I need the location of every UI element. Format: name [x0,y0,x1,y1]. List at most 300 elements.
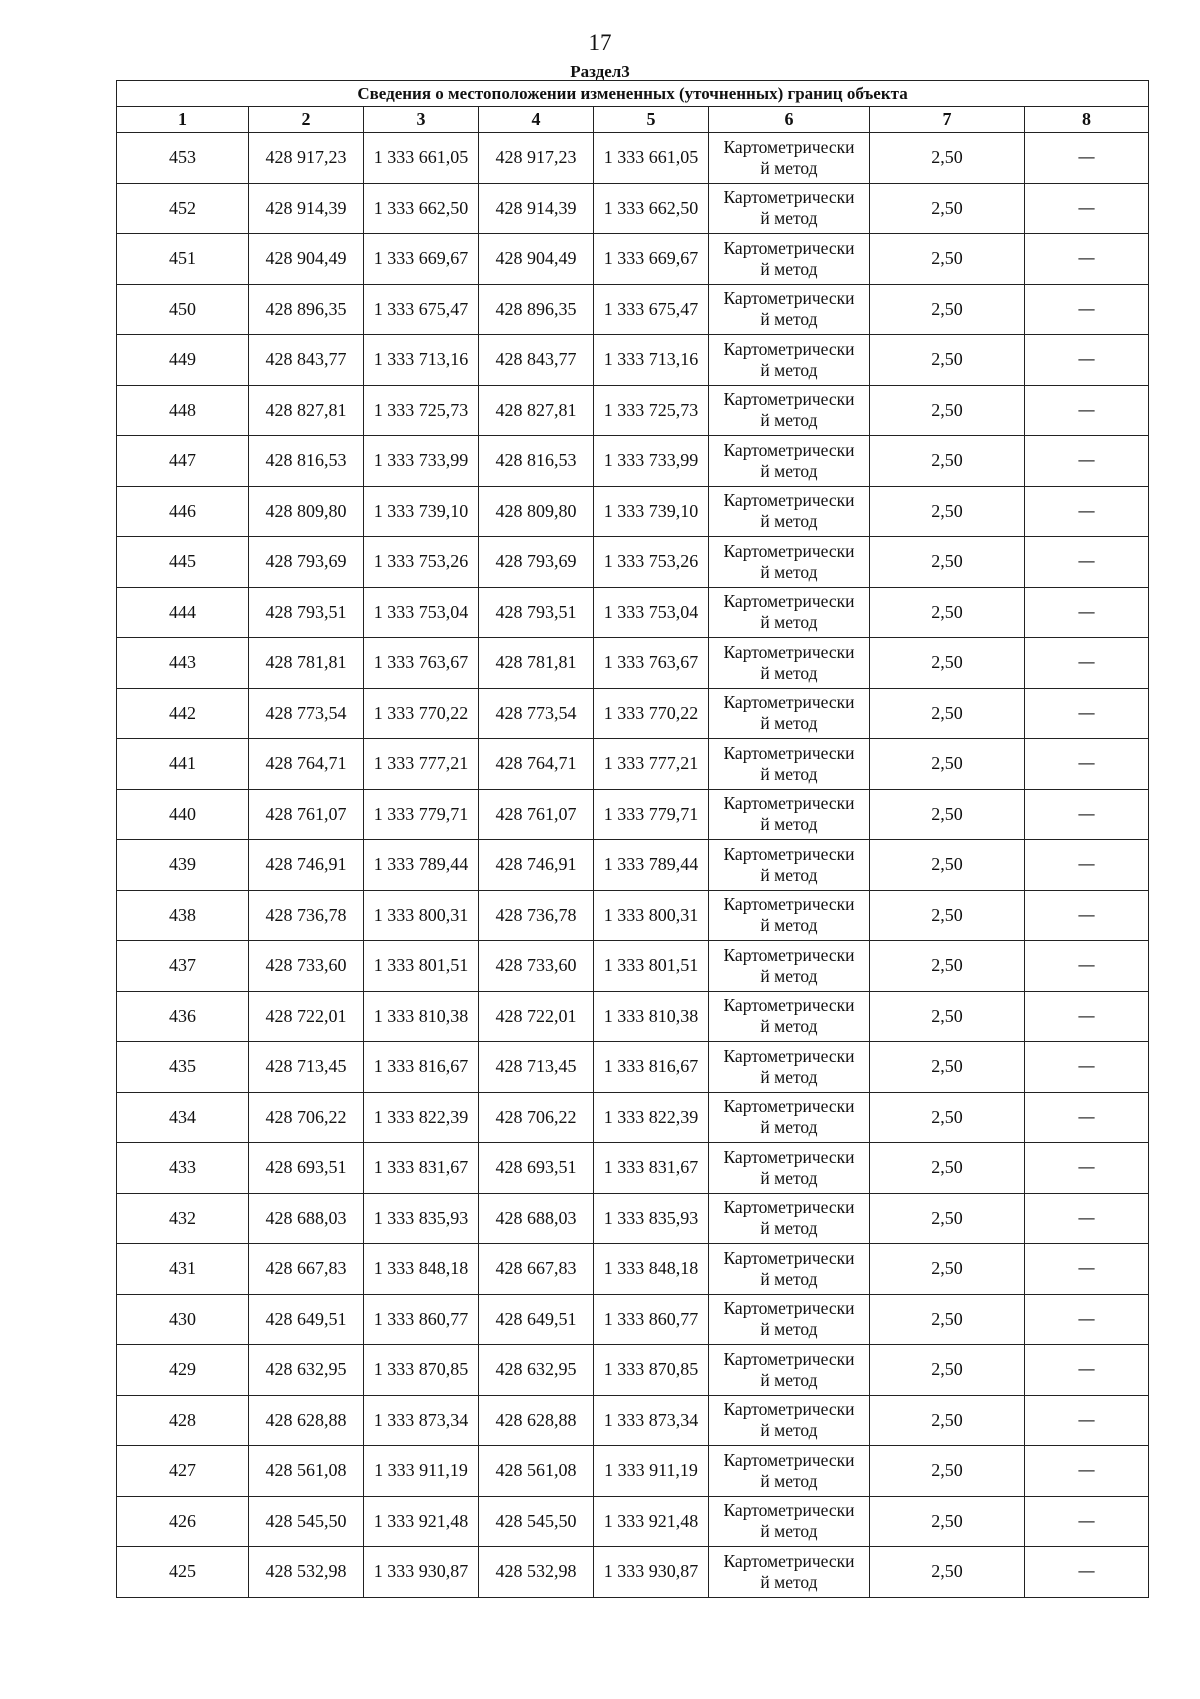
method-text-line: Картометрически [723,439,855,460]
x-coordinate-cell: 428 809,80 [249,486,364,537]
accuracy-cell: 2,50 [870,183,1025,234]
description-cell: — [1025,234,1149,285]
x-coordinate-new-cell: 428 722,01 [479,991,594,1042]
x-coordinate-cell: 428 628,88 [249,1395,364,1446]
method-text-line: Картометрически [723,389,855,410]
y-coordinate-cell: 1 333 739,10 [364,486,479,537]
table-row [117,1193,1149,1244]
method-text-line: й метод [760,814,818,835]
method-cell [709,1193,870,1244]
method-text-line: Картометрически [723,338,855,359]
accuracy-cell: 2,50 [870,133,1025,184]
description-cell: — [1025,537,1149,588]
table-row [117,840,1149,891]
column-header-5: 5 [594,107,709,133]
point-number-cell: 438 [117,890,249,941]
x-coordinate-cell: 428 773,54 [249,688,364,739]
method-text-line: Картометрически [723,1197,855,1218]
x-coordinate-new-cell: 428 843,77 [479,335,594,386]
accuracy-cell: 2,50 [870,587,1025,638]
description-cell: — [1025,183,1149,234]
description-cell: — [1025,1143,1149,1194]
method-cell [709,1143,870,1194]
x-coordinate-cell: 428 713,45 [249,1042,364,1093]
point-number-cell: 440 [117,789,249,840]
x-coordinate-cell: 428 688,03 [249,1193,364,1244]
y-coordinate-new-cell: 1 333 733,99 [594,436,709,487]
column-header-4: 4 [479,107,594,133]
method-text-line: й метод [760,864,818,885]
method-text-line: Картометрически [723,490,855,511]
accuracy-cell: 2,50 [870,1193,1025,1244]
method-text-line: Картометрически [723,1146,855,1167]
method-text-line: Картометрически [723,136,855,157]
table-row [117,1042,1149,1093]
y-coordinate-cell: 1 333 662,50 [364,183,479,234]
table-row [117,638,1149,689]
table-row [117,789,1149,840]
x-coordinate-new-cell: 428 904,49 [479,234,594,285]
x-coordinate-cell: 428 736,78 [249,890,364,941]
method-text-line: й метод [760,309,818,330]
x-coordinate-new-cell: 428 693,51 [479,1143,594,1194]
description-cell: — [1025,1193,1149,1244]
y-coordinate-cell: 1 333 848,18 [364,1244,479,1295]
y-coordinate-cell: 1 333 661,05 [364,133,479,184]
point-number-cell: 428 [117,1395,249,1446]
method-text-line: Картометрически [723,1247,855,1268]
point-number-cell: 430 [117,1294,249,1345]
point-number-cell: 453 [117,133,249,184]
accuracy-cell: 2,50 [870,1143,1025,1194]
description-cell: — [1025,486,1149,537]
x-coordinate-new-cell: 428 761,07 [479,789,594,840]
method-cell [709,133,870,184]
y-coordinate-new-cell: 1 333 848,18 [594,1244,709,1295]
method-text-line: Картометрически [723,793,855,814]
y-coordinate-cell: 1 333 860,77 [364,1294,479,1345]
point-number-cell: 451 [117,234,249,285]
method-cell [709,1244,870,1295]
method-text-line: Картометрически [723,1449,855,1470]
method-text-line: й метод [760,208,818,229]
method-text-line: й метод [760,1470,818,1491]
y-coordinate-new-cell: 1 333 789,44 [594,840,709,891]
method-cell [709,638,870,689]
method-cell [709,587,870,638]
x-coordinate-new-cell: 428 532,98 [479,1547,594,1598]
x-coordinate-cell: 428 561,08 [249,1446,364,1497]
accuracy-cell: 2,50 [870,486,1025,537]
point-number-cell: 431 [117,1244,249,1295]
method-text-line: й метод [760,410,818,431]
method-cell [709,234,870,285]
x-coordinate-cell: 428 843,77 [249,335,364,386]
x-coordinate-cell: 428 904,49 [249,234,364,285]
point-number-cell: 443 [117,638,249,689]
method-cell [709,1345,870,1396]
method-text-line: й метод [760,965,818,986]
x-coordinate-cell: 428 722,01 [249,991,364,1042]
table-row [117,1092,1149,1143]
method-cell [709,991,870,1042]
accuracy-cell: 2,50 [870,234,1025,285]
method-cell [709,436,870,487]
y-coordinate-new-cell: 1 333 779,71 [594,789,709,840]
method-text-line: й метод [760,612,818,633]
y-coordinate-cell: 1 333 669,67 [364,234,479,285]
table-row [117,1244,1149,1295]
description-cell: — [1025,941,1149,992]
description-cell: — [1025,1345,1149,1396]
y-coordinate-new-cell: 1 333 662,50 [594,183,709,234]
y-coordinate-new-cell: 1 333 661,05 [594,133,709,184]
y-coordinate-new-cell: 1 333 725,73 [594,385,709,436]
accuracy-cell: 2,50 [870,1496,1025,1547]
y-coordinate-cell: 1 333 789,44 [364,840,479,891]
description-cell: — [1025,1244,1149,1295]
table-row [117,436,1149,487]
method-cell [709,1092,870,1143]
x-coordinate-cell: 428 667,83 [249,1244,364,1295]
accuracy-cell: 2,50 [870,941,1025,992]
page-number: 17 [588,30,612,55]
description-cell: — [1025,1042,1149,1093]
x-coordinate-cell: 428 532,98 [249,1547,364,1598]
table-row [117,1547,1149,1598]
y-coordinate-cell: 1 333 770,22 [364,688,479,739]
method-text-line: й метод [760,763,818,784]
x-coordinate-cell: 428 649,51 [249,1294,364,1345]
y-coordinate-new-cell: 1 333 921,48 [594,1496,709,1547]
method-cell [709,1395,870,1446]
accuracy-cell: 2,50 [870,890,1025,941]
y-coordinate-new-cell: 1 333 810,38 [594,991,709,1042]
description-cell: — [1025,789,1149,840]
method-cell [709,789,870,840]
method-text-line: Картометрически [723,540,855,561]
method-text-line: й метод [760,1016,818,1037]
y-coordinate-cell: 1 333 725,73 [364,385,479,436]
method-cell [709,688,870,739]
y-coordinate-new-cell: 1 333 669,67 [594,234,709,285]
y-coordinate-new-cell: 1 333 930,87 [594,1547,709,1598]
x-coordinate-cell: 428 706,22 [249,1092,364,1143]
section-title: Раздел3 [570,62,630,81]
table-row [117,385,1149,436]
x-coordinate-new-cell: 428 793,69 [479,537,594,588]
point-number-cell: 452 [117,183,249,234]
description-cell: — [1025,385,1149,436]
accuracy-cell: 2,50 [870,1294,1025,1345]
column-header-7: 7 [870,107,1025,133]
point-number-cell: 434 [117,1092,249,1143]
method-text-line: й метод [760,511,818,532]
x-coordinate-new-cell: 428 809,80 [479,486,594,537]
method-cell [709,941,870,992]
method-text-line: Картометрически [723,187,855,208]
y-coordinate-cell: 1 333 930,87 [364,1547,479,1598]
x-coordinate-cell: 428 632,95 [249,1345,364,1396]
point-number-cell: 448 [117,385,249,436]
point-number-cell: 436 [117,991,249,1042]
method-cell [709,385,870,436]
description-cell: — [1025,335,1149,386]
x-coordinate-cell: 428 816,53 [249,436,364,487]
table-row [117,1345,1149,1396]
method-cell [709,284,870,335]
method-text-line: й метод [760,1167,818,1188]
method-text-line: Картометрически [723,641,855,662]
x-coordinate-new-cell: 428 733,60 [479,941,594,992]
x-coordinate-new-cell: 428 561,08 [479,1446,594,1497]
method-text-line: й метод [760,1066,818,1087]
x-coordinate-cell: 428 733,60 [249,941,364,992]
accuracy-cell: 2,50 [870,1244,1025,1295]
y-coordinate-cell: 1 333 753,04 [364,587,479,638]
method-cell [709,1547,870,1598]
method-text-line: Картометрически [723,1045,855,1066]
method-cell [709,335,870,386]
method-cell [709,1496,870,1547]
accuracy-cell: 2,50 [870,1042,1025,1093]
boundary-coordinates-table [116,80,1149,1598]
y-coordinate-new-cell: 1 333 763,67 [594,638,709,689]
y-coordinate-new-cell: 1 333 753,26 [594,537,709,588]
column-header-row [117,107,1149,133]
point-number-cell: 441 [117,739,249,790]
y-coordinate-new-cell: 1 333 675,47 [594,284,709,335]
description-cell: — [1025,587,1149,638]
method-text-line: Картометрически [723,1348,855,1369]
accuracy-cell: 2,50 [870,284,1025,335]
table-row [117,1294,1149,1345]
table-row [117,537,1149,588]
x-coordinate-cell: 428 761,07 [249,789,364,840]
y-coordinate-cell: 1 333 713,16 [364,335,479,386]
method-text-line: Картометрически [723,591,855,612]
method-text-line: й метод [760,1521,818,1542]
y-coordinate-new-cell: 1 333 777,21 [594,739,709,790]
y-coordinate-cell: 1 333 873,34 [364,1395,479,1446]
x-coordinate-new-cell: 428 736,78 [479,890,594,941]
method-cell [709,486,870,537]
column-header-6: 6 [709,107,870,133]
x-coordinate-new-cell: 428 667,83 [479,1244,594,1295]
x-coordinate-cell: 428 896,35 [249,284,364,335]
y-coordinate-cell: 1 333 870,85 [364,1345,479,1396]
y-coordinate-new-cell: 1 333 739,10 [594,486,709,537]
method-text-line: Картометрически [723,1096,855,1117]
x-coordinate-new-cell: 428 764,71 [479,739,594,790]
y-coordinate-new-cell: 1 333 822,39 [594,1092,709,1143]
method-text-line: Картометрически [723,288,855,309]
x-coordinate-cell: 428 693,51 [249,1143,364,1194]
accuracy-cell: 2,50 [870,789,1025,840]
method-text-line: й метод [760,157,818,178]
x-coordinate-cell: 428 746,91 [249,840,364,891]
y-coordinate-cell: 1 333 753,26 [364,537,479,588]
table-row [117,587,1149,638]
y-coordinate-cell: 1 333 816,67 [364,1042,479,1093]
description-cell: — [1025,638,1149,689]
point-number-cell: 447 [117,436,249,487]
y-coordinate-cell: 1 333 777,21 [364,739,479,790]
table-row [117,234,1149,285]
point-number-cell: 429 [117,1345,249,1396]
method-text-line: Картометрически [723,692,855,713]
description-cell: — [1025,133,1149,184]
y-coordinate-new-cell: 1 333 835,93 [594,1193,709,1244]
method-text-line: Картометрически [723,237,855,258]
description-cell: — [1025,890,1149,941]
y-coordinate-new-cell: 1 333 753,04 [594,587,709,638]
method-text-line: Картометрически [723,1399,855,1420]
method-text-line: й метод [760,460,818,481]
method-text-line: й метод [760,1268,818,1289]
method-cell [709,1446,870,1497]
y-coordinate-cell: 1 333 810,38 [364,991,479,1042]
method-cell [709,739,870,790]
column-header-2: 2 [249,107,364,133]
x-coordinate-cell: 428 545,50 [249,1496,364,1547]
description-cell: — [1025,1395,1149,1446]
accuracy-cell: 2,50 [870,991,1025,1042]
point-number-cell: 449 [117,335,249,386]
table-caption: Сведения о местоположении измененных (уточненных) границ объекта [117,81,1149,107]
description-cell: — [1025,1092,1149,1143]
method-text-line: й метод [760,1369,818,1390]
y-coordinate-cell: 1 333 733,99 [364,436,479,487]
accuracy-cell: 2,50 [870,1092,1025,1143]
accuracy-cell: 2,50 [870,436,1025,487]
point-number-cell: 427 [117,1446,249,1497]
table-row [117,991,1149,1042]
y-coordinate-cell: 1 333 801,51 [364,941,479,992]
y-coordinate-new-cell: 1 333 713,16 [594,335,709,386]
x-coordinate-new-cell: 428 773,54 [479,688,594,739]
x-coordinate-new-cell: 428 917,23 [479,133,594,184]
table-row [117,941,1149,992]
table-row [117,739,1149,790]
method-text-line: й метод [760,1117,818,1138]
y-coordinate-cell: 1 333 763,67 [364,638,479,689]
x-coordinate-new-cell: 428 781,81 [479,638,594,689]
y-coordinate-new-cell: 1 333 800,31 [594,890,709,941]
y-coordinate-new-cell: 1 333 870,85 [594,1345,709,1396]
y-coordinate-cell: 1 333 822,39 [364,1092,479,1143]
x-coordinate-cell: 428 827,81 [249,385,364,436]
y-coordinate-cell: 1 333 835,93 [364,1193,479,1244]
point-number-cell: 442 [117,688,249,739]
accuracy-cell: 2,50 [870,1446,1025,1497]
description-cell: — [1025,688,1149,739]
y-coordinate-new-cell: 1 333 801,51 [594,941,709,992]
y-coordinate-cell: 1 333 779,71 [364,789,479,840]
column-header-8: 8 [1025,107,1149,133]
description-cell: — [1025,1547,1149,1598]
description-cell: — [1025,991,1149,1042]
x-coordinate-cell: 428 917,23 [249,133,364,184]
method-text-line: Картометрически [723,995,855,1016]
y-coordinate-cell: 1 333 921,48 [364,1496,479,1547]
y-coordinate-cell: 1 333 911,19 [364,1446,479,1497]
method-cell [709,1294,870,1345]
y-coordinate-cell: 1 333 831,67 [364,1143,479,1194]
method-text-line: й метод [760,561,818,582]
column-header-3: 3 [364,107,479,133]
description-cell: — [1025,1294,1149,1345]
x-coordinate-cell: 428 793,69 [249,537,364,588]
y-coordinate-new-cell: 1 333 831,67 [594,1143,709,1194]
column-header-1: 1 [117,107,249,133]
method-text-line: Картометрически [723,1298,855,1319]
method-text-line: й метод [760,1571,818,1592]
description-cell: — [1025,436,1149,487]
y-coordinate-new-cell: 1 333 860,77 [594,1294,709,1345]
table-row [117,284,1149,335]
method-text-line: й метод [760,713,818,734]
accuracy-cell: 2,50 [870,335,1025,386]
point-number-cell: 444 [117,587,249,638]
method-text-line: Картометрически [723,894,855,915]
accuracy-cell: 2,50 [870,537,1025,588]
point-number-cell: 450 [117,284,249,335]
description-cell: — [1025,284,1149,335]
x-coordinate-new-cell: 428 793,51 [479,587,594,638]
x-coordinate-new-cell: 428 632,95 [479,1345,594,1396]
description-cell: — [1025,1496,1149,1547]
y-coordinate-cell: 1 333 800,31 [364,890,479,941]
x-coordinate-new-cell: 428 896,35 [479,284,594,335]
point-number-cell: 435 [117,1042,249,1093]
table-row [117,1496,1149,1547]
x-coordinate-new-cell: 428 706,22 [479,1092,594,1143]
x-coordinate-new-cell: 428 649,51 [479,1294,594,1345]
x-coordinate-new-cell: 428 628,88 [479,1395,594,1446]
description-cell: — [1025,1446,1149,1497]
point-number-cell: 437 [117,941,249,992]
accuracy-cell: 2,50 [870,688,1025,739]
point-number-cell: 445 [117,537,249,588]
table-row [117,1446,1149,1497]
description-cell: — [1025,739,1149,790]
accuracy-cell: 2,50 [870,1547,1025,1598]
x-coordinate-new-cell: 428 746,91 [479,840,594,891]
x-coordinate-new-cell: 428 827,81 [479,385,594,436]
method-cell [709,840,870,891]
method-text-line: Картометрически [723,843,855,864]
y-coordinate-new-cell: 1 333 816,67 [594,1042,709,1093]
accuracy-cell: 2,50 [870,1395,1025,1446]
method-text-line: Картометрически [723,1550,855,1571]
x-coordinate-cell: 428 914,39 [249,183,364,234]
table-row [117,1143,1149,1194]
accuracy-cell: 2,50 [870,638,1025,689]
point-number-cell: 439 [117,840,249,891]
table-row [117,335,1149,386]
method-text-line: Картометрически [723,742,855,763]
table-row [117,1395,1149,1446]
y-coordinate-new-cell: 1 333 770,22 [594,688,709,739]
x-coordinate-cell: 428 764,71 [249,739,364,790]
description-cell: — [1025,840,1149,891]
x-coordinate-new-cell: 428 914,39 [479,183,594,234]
method-text-line: й метод [760,359,818,380]
point-number-cell: 446 [117,486,249,537]
method-text-line: й метод [760,1420,818,1441]
x-coordinate-new-cell: 428 688,03 [479,1193,594,1244]
